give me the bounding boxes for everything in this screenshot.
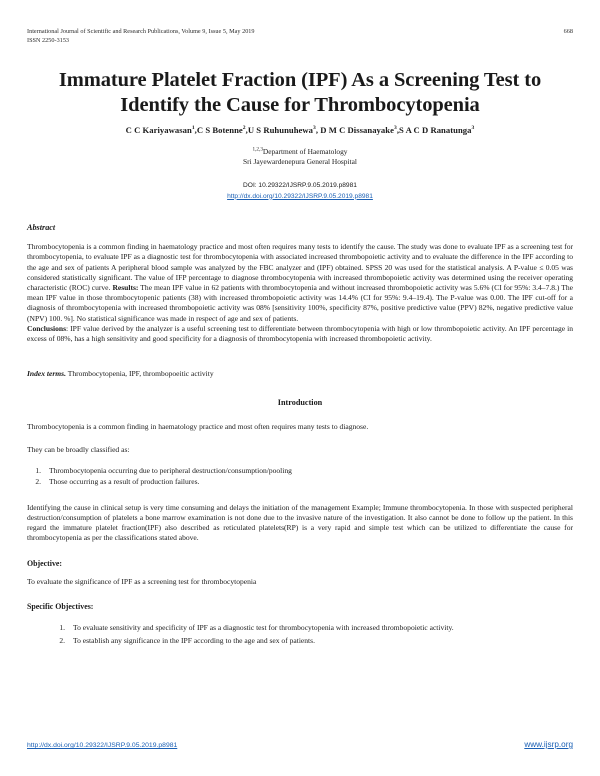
list-item xyxy=(27,477,573,488)
conclusions-label: Conclusions xyxy=(27,323,67,333)
affiliation-line-1 xyxy=(27,147,573,158)
abstract-paragraph-3: : IPF value derived by the analyzer is a useful screening test to differentiate between thrombocytopenia with high or low thrombopoietic activity. An IPF percentage in excess of 08%, has a high sensitivity and good specificity for a diagnosis of thrombocytopenia with increased thrombopoietic activity. xyxy=(27,323,573,344)
classification-list xyxy=(27,466,573,487)
page-title: Immature Platelet Fraction (IPF) As a Screening Test to Identify the Cause for Thrombocytopenia xyxy=(58,68,542,116)
list-item-number: 1. xyxy=(59,623,65,633)
affiliation-line-2: Sri Jayewardenepura General Hospital xyxy=(243,157,357,167)
list-item-text: Thrombocytopenia occurring due to peripheral destruction/consumption/pooling xyxy=(49,466,292,476)
specific-objectives-list xyxy=(27,623,573,646)
abstract-paragraph-2: The mean IPF value in 62 patients with thrombocytopenia and without increased thrombopoietic activity was 5.6% (CI for 95%: 3.4–7.8.) The mean IPF value in those thrombocytopenic patients (38) with increased thrombopoietic activity was 14.4% (CI for 95%: 9.4–19.4). The P-value was 0.00. The IPF cut-off for a diagnosis of thrombocytopenia with increased thrombopoietic activity was 08% [sensitivity 100%, specificity 87%, positive predictive value (PPV) 82%, negative predictive value (NPV) 100. %]. No statistical significance was made in respect of age and sex of patients. xyxy=(27,282,574,323)
index-terms-label: Index terms. xyxy=(27,369,66,379)
page-number: 668 xyxy=(563,28,573,35)
list-item-number: 2. xyxy=(59,635,65,645)
list-item xyxy=(27,623,573,633)
page-footer xyxy=(27,740,573,749)
list-item-number: 1. xyxy=(35,466,41,476)
objective-heading: Objective: xyxy=(27,558,63,568)
introduction-paragraph-3: Identifying the cause in clinical setup is very time consuming and delays the initiation of the management Example; Immune thrombocytopenia. In those with suspected peripheral destruction/consumption of platelets a bone marrow examination is not done due to the invasive nature of the investigation. It also cannot be done to follow up the patient. In this regard the immature platelet fraction(IPF) also described as reticulated platelets(RP) is a very rapid and simple test which can be utilized to differentiate the cause for thrombocytopenia as per the classifications stated above. xyxy=(27,502,573,543)
author-list: C C Kariyawasan$^1$,C S Botenne$^2$,U S Ruhunuhewa$^3$, D M C Dissanayake$^3$,S A C D Ranatunga$^3$ xyxy=(125,124,475,135)
list-item-text: To establish any significance in the IPF according to the age and sex of patients. xyxy=(73,635,315,645)
list-item-text: To evaluate sensitivity and specificity of IPF as a diagnostic test for thrombocytopenia with increased thrombopoietic activity. xyxy=(73,623,454,633)
footer-doi-link[interactable]: http://dx.doi.org/10.29322/IJSRP.9.05.2019.p8981 xyxy=(27,742,178,749)
introduction-heading: Introduction xyxy=(277,397,323,407)
abstract-paragraph-1: Thrombocytopenia is a common finding in haematology practice and most often requires many tests to identify the cause. The study was done to evaluate IPF as a screening test for thrombocytopenia, to evaluate IPF as a diagnostic test for thrombocytopenia with associated increased thrombopoietic activity and to evaluate the difference in the IPF according to the age and sex of patients A peripheral blood sample was analyzed by the FBC analyzer and (IPF) obtained. SPSS 20 was used for the statistical analysis. A P-value ≤ 0.05 was considered statistically significant. The value of IFP percentage to diagnose thrombocytopenia with increased thrombopoietic activity was determined using the receiver operating characteristic (ROC) curve. xyxy=(27,242,573,292)
abstract-body xyxy=(27,242,573,344)
doi-link[interactable]: http://dx.doi.org/10.29322/IJSRP.9.05.2019.p8981 xyxy=(227,192,373,200)
running-head xyxy=(27,28,573,46)
list-item-text: Those occurring as a result of production failures. xyxy=(49,476,200,486)
affiliation-block xyxy=(27,147,573,168)
journal-citation-line: International Journal of Scientific and Research Publications, Volume 9, Issue 5, May 2019 xyxy=(27,28,255,35)
list-item-number: 2. xyxy=(35,476,41,486)
abstract-heading: Abstract xyxy=(27,223,56,233)
index-terms xyxy=(27,369,573,380)
footer-site-link[interactable]: www.ijsrp.org xyxy=(524,740,573,749)
affiliation-department: Department of Haematology xyxy=(262,146,348,156)
affiliation-superscript: 1,2,3 xyxy=(252,146,263,153)
issn-line: ISSN 2250-3153 xyxy=(27,36,70,44)
list-item xyxy=(27,636,573,646)
list-item xyxy=(27,466,573,477)
results-label: Results: xyxy=(112,282,139,292)
running-head-left xyxy=(27,28,255,46)
introduction-paragraph-1: Thrombocytopenia is a common finding in haematology practice and most often requires many tests to diagnose. xyxy=(27,421,369,431)
doi-block xyxy=(27,181,573,202)
doi-label: DOI: 10.29322/IJSRP.9.05.2019.p8981 xyxy=(243,182,357,189)
index-terms-value: Thrombocytopenia, IPF, thrombopoeitic activity xyxy=(66,369,214,379)
introduction-paragraph-2: They can be broadly classified as: xyxy=(27,445,130,455)
objective-text: To evaluate the significance of IPF as a screening test for thrombocytopenia xyxy=(27,576,257,586)
specific-objectives-heading: Specific Objectives: xyxy=(27,602,94,612)
